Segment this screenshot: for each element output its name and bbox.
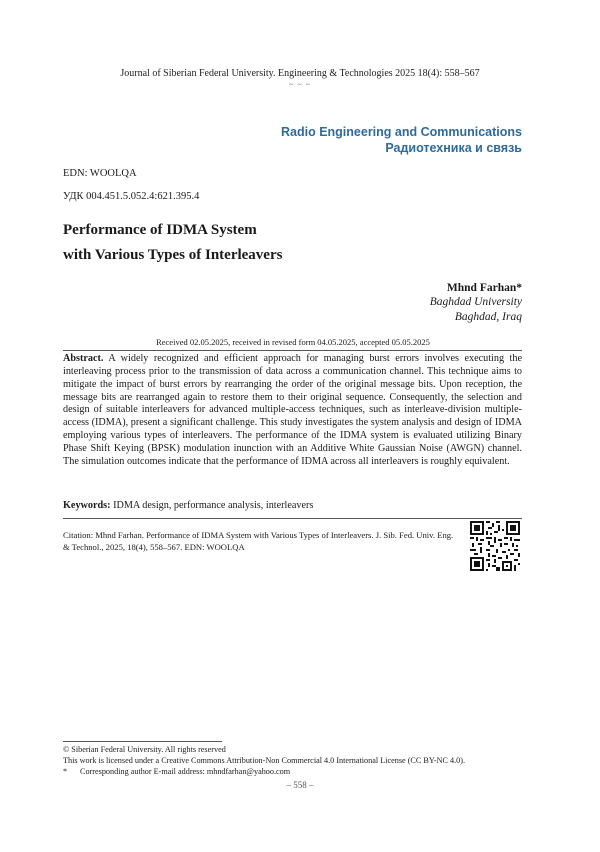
- corresponding-author-email: Corresponding author E-mail address: mhndfarhan@yahoo.com: [80, 767, 291, 776]
- author-name: Mhnd Farhan*: [446, 282, 522, 294]
- abstract-text: A widely recognized and efficient approach for managing burst errors involves executing the interleaving process prior to the transmission of data across a communication channel. This technique aims to mitigate the impact of burst errors by rearranging the order of the original message bits. Upon reception, the message bits are rearranged again to restore them to their original sequence. Consequently, the selection and design of suitable interleavers for advanced multiple-access techniques, such as interleave-division multiple-access (IDMA), present a significant challenge. This study investigates the system analysis and design of IDMA employing various types of interleavers. The performance of the IDMA system is evaluated utilizing Binary Phase Shift Keying (BPSK) modulation inunction with an Additive White Gaussian Noise (AWGN) channel. The simulation outcomes indicate that the performance of IDMA across all interleavers is roughly equivalent.: [63, 353, 522, 467]
- footnote-rule: [63, 741, 222, 742]
- author-affiliation: Baghdad University: [429, 296, 522, 308]
- keywords-text: IDMA design, performance analysis, interleavers: [110, 500, 314, 511]
- qr-code-image: [470, 521, 520, 571]
- edn-identifier: EDN: WOOLQA: [63, 168, 137, 179]
- header-ornament: ~ ~ ~: [289, 80, 311, 89]
- article-title-line-2: with Various Types of Interleavers: [63, 247, 283, 263]
- udk-identifier: УДК 004.451.5.052.4:621.395.4: [63, 191, 200, 202]
- author-location: Baghdad, Iraq: [454, 311, 522, 323]
- journal-header: Journal of Siberian Federal University. Engineering & Technologies 2025 18(4): 558–567: [120, 68, 480, 79]
- citation-top-rule: [63, 518, 522, 519]
- article-title-line-1: Performance of IDMA System: [63, 222, 257, 238]
- abstract-label: Abstract.: [63, 353, 104, 364]
- section-title-russian: Радиотехника и связь: [385, 141, 522, 155]
- keywords: [63, 500, 313, 511]
- license-notice: This work is licensed under a Creative Commons Attribution-Non Commercial 4.0 International License (CC BY-NC 4.0).: [63, 756, 466, 765]
- abstract: [63, 353, 522, 469]
- article-title: [63, 218, 523, 268]
- section-title-english: Radio Engineering and Communications: [281, 125, 522, 139]
- citation: Citation: Mhnd Farhan. Performance of IDMA System with Various Types of Interleavers. J. Sib. Fed. Univ. Eng. & Technol., 2025, 18(4), 558–567. EDN: WOOLQA: [63, 530, 454, 552]
- footnote-asterisk: *: [63, 767, 68, 776]
- page-number: – 558 –: [286, 780, 314, 790]
- copyright-notice: © Siberian Federal University. All rights reserved: [63, 745, 226, 754]
- received-dates: Received 02.05.2025, received in revised form 04.05.2025, accepted 05.05.2025: [156, 337, 430, 347]
- keywords-label: Keywords:: [63, 500, 111, 511]
- abstract-top-rule: [63, 350, 522, 351]
